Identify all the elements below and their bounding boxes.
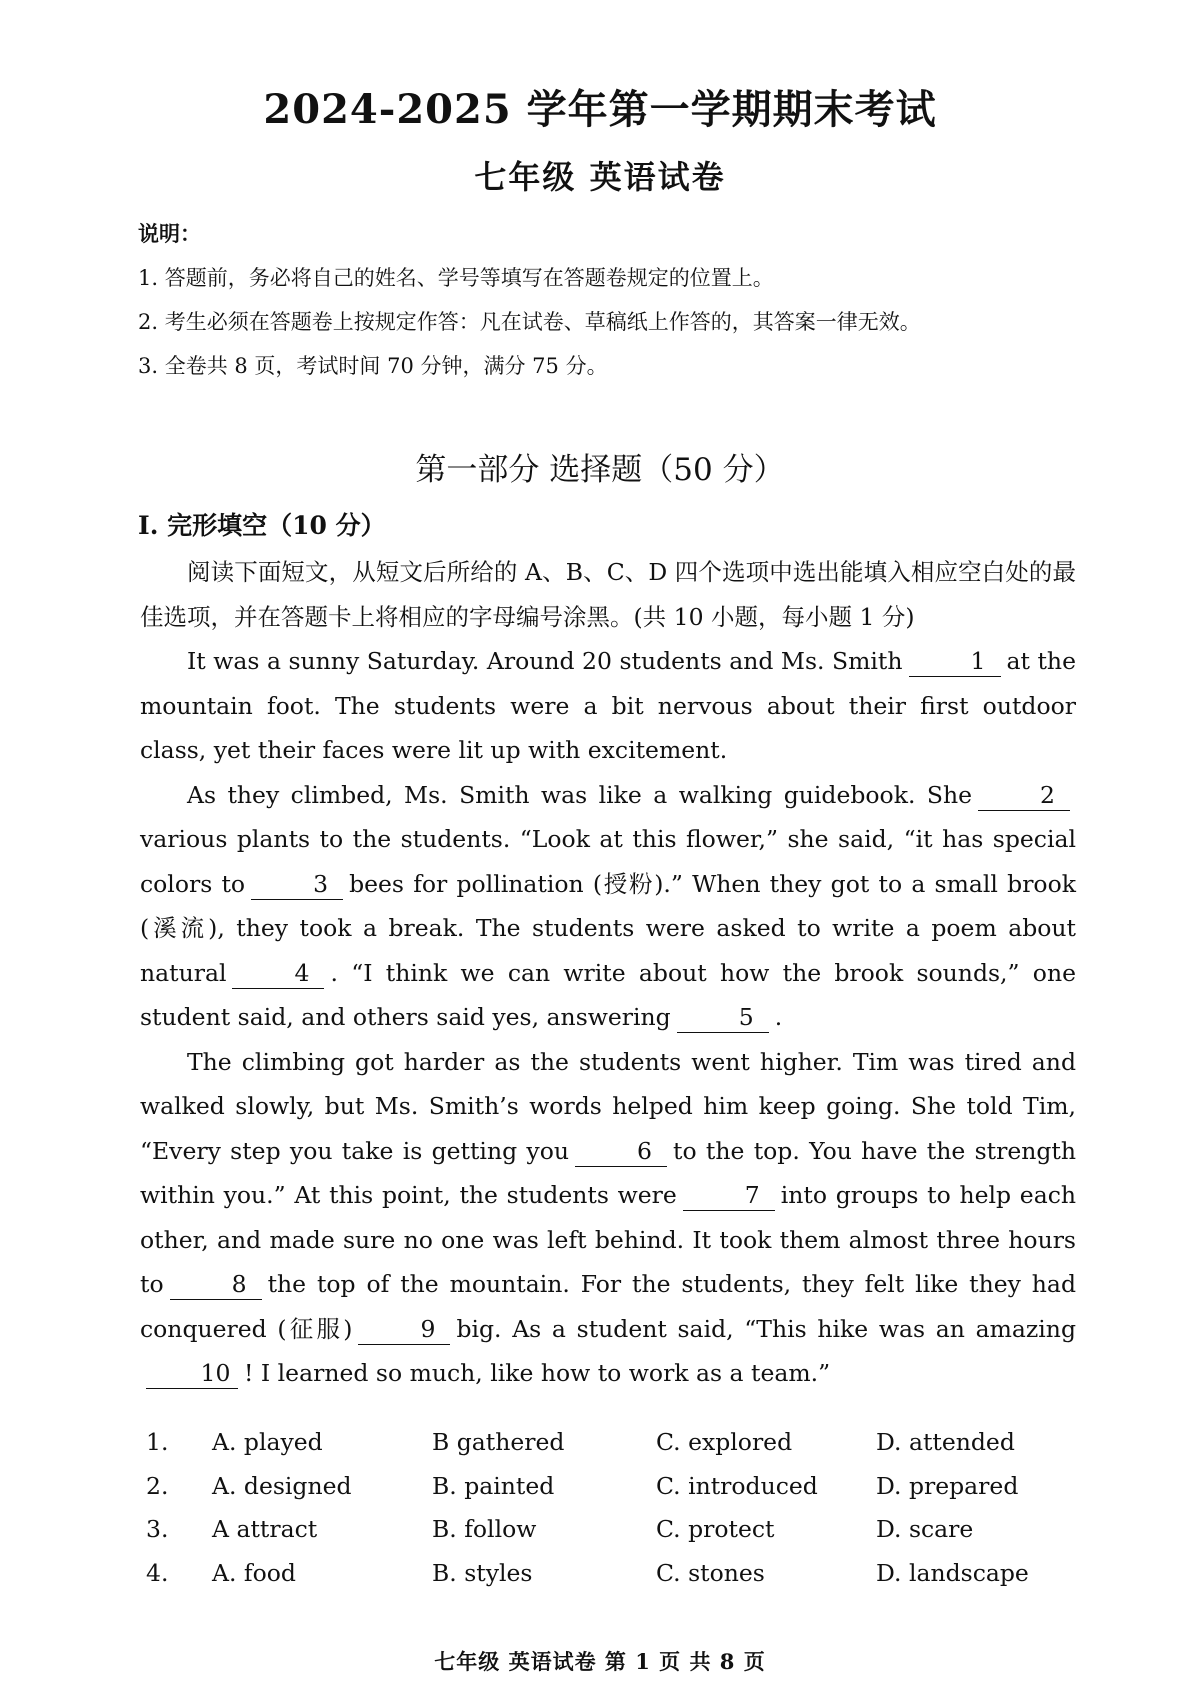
option-a: A. designed [212, 1471, 352, 1500]
section-instructions: 阅读下面短文，从短文后所给的 A、B、C、D 四个选项中选出能填入相应空白处的最佳选项，并在答题卡上将相应的字母编号涂黑。(共 10 小题，每小题 1 分) [140, 558, 1076, 631]
passage-text: . “I think we can write about how the brook sounds,” one student said, and others said yes, answering [140, 958, 1076, 1031]
option-a: A attract [212, 1515, 318, 1543]
passage-text: at the mountain foot. The students were a bit nervous about their first outdoor class, yet their faces were lit up with excitement. [140, 647, 1076, 764]
blank-6: 6 [575, 1136, 667, 1167]
option-d: D. landscape [876, 1558, 1029, 1587]
passage-text: the top of the mountain. For the students, they felt like they had conquered (征服) [140, 1270, 1076, 1343]
option-c: C. stones [656, 1558, 765, 1587]
option-a: A. food [212, 1558, 296, 1587]
passage-paragraph-3 [140, 1040, 1076, 1396]
option-d: D. prepared [876, 1471, 1019, 1500]
question-number: 1. [146, 1428, 169, 1456]
option-row [146, 1428, 1086, 1472]
passage-text: various plants to the students. “Look at this flower,” she said, “it has special colors to [140, 825, 1076, 898]
passage-text: big. As a student said, “This hike was an amazing [456, 1314, 1076, 1343]
blank-3: 3 [251, 869, 343, 900]
cloze-passage [140, 550, 1076, 1396]
option-row [146, 1515, 1086, 1559]
page-footer: 七年级 英语试卷 第 1 页 共 8 页 [434, 1649, 766, 1674]
passage-paragraph-1 [140, 639, 1076, 773]
section-title: I. 完形填空（10 分） [138, 511, 386, 540]
option-c: C. protect [656, 1515, 775, 1543]
question-number: 4. [146, 1558, 169, 1587]
blank-2: 2 [978, 780, 1070, 811]
blank-5: 5 [677, 1002, 769, 1033]
option-d: D. scare [876, 1515, 974, 1543]
question-number: 2. [146, 1471, 169, 1500]
option-c: C. explored [656, 1428, 793, 1456]
blank-1: 1 [909, 646, 1001, 677]
notes-label: 说明： [138, 221, 201, 246]
passage-paragraph-2 [140, 773, 1076, 1040]
exam-title: 2024-2025 学年第一学期期末考试 [263, 86, 937, 133]
option-d: D. attended [876, 1428, 1015, 1456]
option-row [146, 1472, 1086, 1516]
answer-options [146, 1428, 1086, 1602]
passage-text: to the top. You have the strength within you.” At this point, the students were [140, 1136, 1076, 1209]
blank-9: 9 [358, 1314, 450, 1345]
option-b: B. painted [432, 1471, 555, 1500]
option-row [146, 1559, 1086, 1603]
passage-text: . [774, 1003, 783, 1031]
option-b: B gathered [432, 1428, 565, 1456]
blank-10: 10 [146, 1358, 238, 1389]
note-item: 1. 答题前，务必将自己的姓名、学号等填写在答题卷规定的位置上。 [138, 266, 774, 290]
option-c: C. introduced [656, 1471, 818, 1500]
option-b: B. styles [432, 1558, 533, 1587]
passage-text: It was a sunny Saturday. Around 20 students and Ms. Smith [187, 647, 903, 675]
blank-8: 8 [170, 1269, 262, 1300]
question-number: 3. [146, 1515, 169, 1543]
instructions-notes [138, 212, 921, 388]
passage-text: The climbing got harder as the students went higher. Tim was tired and walked slowly, but Ms. Smith’s words helped him keep going. She told Tim, “Every step you take is getting you [140, 1047, 1076, 1165]
part-title: 第一部分 选择题（50 分） [415, 452, 785, 488]
blank-7: 7 [683, 1180, 775, 1211]
blank-4: 4 [232, 958, 324, 989]
exam-subtitle: 七年级 英语试卷 [474, 158, 726, 196]
passage-text: ! I learned so much, like how to work as a team.” [244, 1359, 831, 1387]
option-b: B. follow [432, 1515, 537, 1543]
option-a: A. played [212, 1428, 323, 1456]
note-item: 2. 考生必须在答题卷上按规定作答：凡在试卷、草稿纸上作答的，其答案一律无效。 [138, 310, 921, 334]
passage-text: into groups to help each other, and made sure no one was left behind. It took them almost three hours to [140, 1181, 1076, 1298]
passage-text: As they climbed, Ms. Smith was like a walking guidebook. She [187, 780, 972, 809]
note-item: 3. 全卷共 8 页，考试时间 70 分钟，满分 75 分。 [138, 354, 608, 378]
passage-text: bees for pollination (授粉).” When they got to a small brook (溪流), they took a break. The students were asked to write a poem about natural [140, 869, 1076, 987]
